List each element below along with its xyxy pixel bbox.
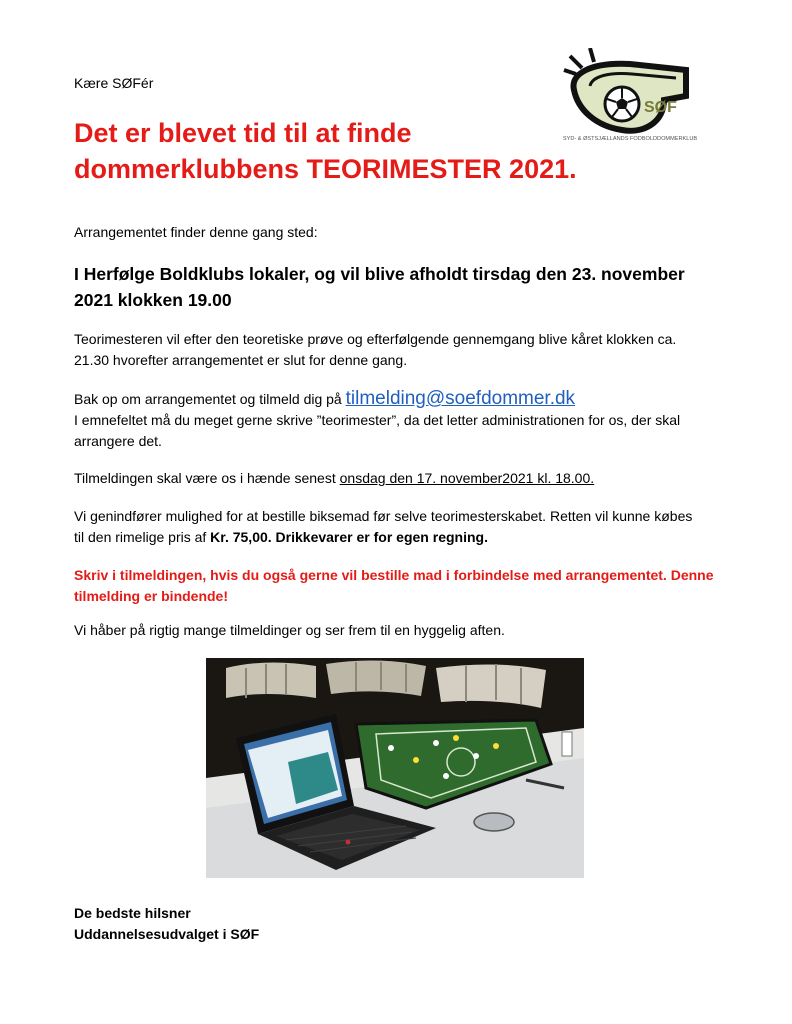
- venue-intro: Arrangementet finder denne gang sted:: [74, 224, 318, 240]
- closing-text: Vi håber på rigtig mange tilmeldinger og ser frem til en hyggelig aften.: [74, 622, 505, 638]
- signup-prefix: Bak op om arrangementet og tilmeld dig på: [74, 391, 346, 407]
- food-paragraph: [74, 506, 734, 548]
- signup-line-3: arrangere det.: [74, 433, 162, 449]
- laptop-photo: [206, 658, 584, 878]
- deadline: [74, 468, 594, 489]
- warning-line-2: tilmelding er bindende!: [74, 588, 229, 604]
- greeting: Kære SØFér: [74, 75, 154, 91]
- warning-line-1: Skriv i tilmeldingen, hvis du også gerne vil bestille mad i forbindelse med arrangementet. Denne: [74, 567, 714, 583]
- signup-paragraph: [74, 388, 734, 452]
- venue-line-1: I Herfølge Boldklubs lokaler, og vil blive afholdt tirsdag den 23. november: [74, 264, 685, 284]
- description-line-2: 21.30 hvorefter arrangementet er slut for denne gang.: [74, 352, 408, 368]
- headline-line-2: dommerklubbens TEORIMESTER 2021.: [74, 154, 577, 184]
- headline-line-1: Det er blevet tid til at finde: [74, 118, 412, 148]
- food-line-1: Vi genindfører mulighed for at bestille biksemad før selve teorimesterskabet. Retten vil kunne købes: [74, 508, 693, 524]
- signoff: [74, 903, 259, 945]
- description: [74, 329, 734, 371]
- headline: [74, 115, 714, 187]
- signoff-line-1: De bedste hilsner: [74, 905, 191, 921]
- deadline-date: onsdag den 17. november2021 kl. 18.00.: [339, 470, 595, 486]
- food-price: Kr. 75,00. Drikkevarer er for egen regning.: [210, 529, 488, 545]
- warning-notice: [74, 565, 734, 607]
- venue-line-2: 2021 klokken 19.00: [74, 290, 232, 310]
- logo-abbrev: SØF: [644, 99, 677, 116]
- food-line-2-prefix: til den rimelige pris af: [74, 529, 211, 545]
- deadline-prefix: Tilmeldingen skal være os i hænde senest: [74, 470, 340, 486]
- venue-details: [74, 261, 734, 313]
- signup-email-link[interactable]: tilmelding@soefdommer.dk: [345, 388, 576, 409]
- logo-subtitle: SYD- & ØSTSJÆLLANDS FODBOLDDOMMERKLUB: [562, 136, 698, 142]
- signup-line-2: I emnefeltet må du meget gerne skrive ”teorimester”, da det letter administrationen for os, der skal: [74, 412, 681, 428]
- signoff-line-2: Uddannelsesudvalget i SØF: [74, 926, 260, 942]
- description-line-1: Teorimesteren vil efter den teoretiske prøve og efterfølgende gennemgang blive kåret klokken ca.: [74, 331, 677, 347]
